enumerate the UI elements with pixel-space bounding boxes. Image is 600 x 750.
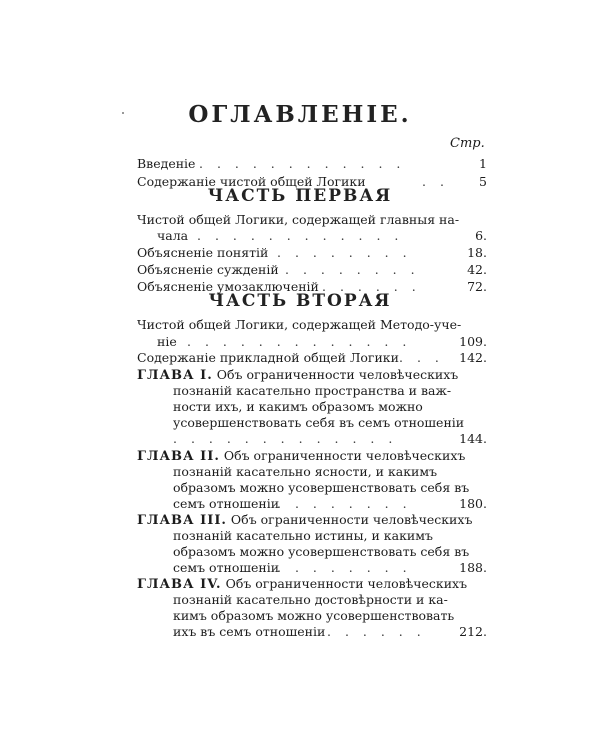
chapter-text: семъ отношеніи bbox=[173, 560, 280, 575]
toc-entry-text: Объясненіе умозаключеній bbox=[137, 279, 319, 294]
chapter-text: познаній касательно достовѣрности и ка- bbox=[173, 592, 448, 607]
toc-entry-text: Чистой общей Логики, содержащей главныя на- bbox=[137, 212, 460, 227]
page-column-label: Стр. bbox=[450, 136, 485, 151]
part-one-heading: ЧАСТЬ ПЕРВАЯ bbox=[207, 186, 393, 206]
leader-dots: . . . bbox=[399, 350, 444, 365]
chapter-text: ности ихъ, и какимъ образомъ можно bbox=[173, 399, 423, 414]
chapter-line bbox=[137, 623, 487, 641]
toc-entry-page: 42. bbox=[467, 262, 487, 277]
toc-entry bbox=[137, 261, 487, 279]
chapter-page: 180. bbox=[459, 496, 487, 511]
chapter-text: познаній касательно ясности, и какимъ bbox=[173, 464, 438, 479]
chapter-page: 144. bbox=[459, 431, 487, 446]
leader-dots: . . . . . . . . bbox=[277, 245, 412, 260]
toc-entry-page: 6. bbox=[475, 228, 487, 243]
leader-dots: . . bbox=[422, 174, 449, 189]
toc-entry bbox=[137, 349, 487, 367]
toc-entry bbox=[137, 244, 487, 262]
leader-dots: . . . . . . . . . . . . . bbox=[173, 431, 398, 446]
chapter-text: семъ отношеніи bbox=[173, 496, 280, 511]
chapter-text: Объ ограниченности человѣческихъ bbox=[230, 512, 473, 527]
page-title: ОГЛАВЛЕНІЕ. bbox=[188, 101, 412, 128]
toc-entry-page: 72. bbox=[467, 279, 487, 294]
chapter-label: ГЛАВА I. bbox=[137, 368, 213, 383]
leader-dots: . . . . . . . . bbox=[277, 560, 412, 575]
toc-entry-text: Введеніе bbox=[137, 156, 196, 171]
toc-entry-text: Объясненіе сужденій bbox=[137, 262, 279, 277]
toc-entry-text: ніе bbox=[157, 334, 177, 349]
chapter-text: познаній касательно пространства и важ- bbox=[173, 383, 452, 398]
toc-entry-text: Содержаніе прикладной общей Логики bbox=[137, 350, 399, 365]
chapter-label: ГЛАВА III. bbox=[137, 513, 227, 528]
toc-entry-page: 109. bbox=[459, 334, 487, 349]
toc-entry-page: 18. bbox=[467, 245, 487, 260]
chapter-text: образомъ можно усовершенствовать себя въ bbox=[173, 544, 470, 559]
chapter-text: ихъ въ семъ отношеніи bbox=[173, 624, 326, 639]
toc-entry bbox=[137, 316, 487, 334]
leader-dots: . . . . . . . . bbox=[277, 496, 412, 511]
toc-entry-text: Содержаніе чистой общей Логики bbox=[137, 174, 366, 189]
toc-entry-page: 5 bbox=[479, 174, 487, 189]
chapter-text: познаній касательно истины, и какимъ bbox=[173, 528, 433, 543]
toc-entry-page: 142. bbox=[459, 350, 487, 365]
chapter-label: ГЛАВА II. bbox=[137, 449, 220, 464]
toc-entry-page: 1 bbox=[479, 156, 487, 171]
toc-entry bbox=[137, 227, 487, 245]
leader-dots: . . . . . . bbox=[327, 624, 426, 639]
chapter-text: кимъ образомъ можно усовершенствовать bbox=[173, 608, 455, 623]
leader-dots: . . . . . . . . . . . . . bbox=[187, 334, 412, 349]
toc-entry bbox=[137, 155, 487, 173]
chapter-line bbox=[137, 430, 487, 448]
toc-entry-text: чала bbox=[157, 228, 189, 243]
leader-dots: . . . . . . . . . . . . bbox=[199, 156, 406, 171]
chapter-text: Объ ограниченности человѣческихъ bbox=[216, 367, 459, 382]
chapter-page: 212. bbox=[459, 624, 487, 639]
chapter-text: Объ ограниченности человѣческихъ bbox=[223, 448, 466, 463]
chapter-text: усовершенствовать себя въ семъ отношеніи bbox=[173, 415, 465, 430]
chapter-page: 188. bbox=[459, 560, 487, 575]
leader-dots: . . . . . . bbox=[322, 279, 421, 294]
leader-dots: . . . . . . . . . . . . bbox=[197, 228, 404, 243]
chapter-text: образомъ можно усовершенствовать себя въ bbox=[173, 480, 470, 495]
toc-entry-text: Чистой общей Логики, содержащей Методо-уче- bbox=[137, 317, 462, 332]
chapter-text: Объ ограниченности человѣческихъ bbox=[225, 576, 468, 591]
leader-dots: . . . . . . . . bbox=[285, 262, 420, 277]
chapter-label: ГЛАВА IV. bbox=[137, 577, 222, 592]
toc-entry-text: Объясненіе понятій bbox=[137, 245, 269, 260]
part-two-heading: ЧАСТЬ ВТОРАЯ bbox=[208, 291, 392, 311]
